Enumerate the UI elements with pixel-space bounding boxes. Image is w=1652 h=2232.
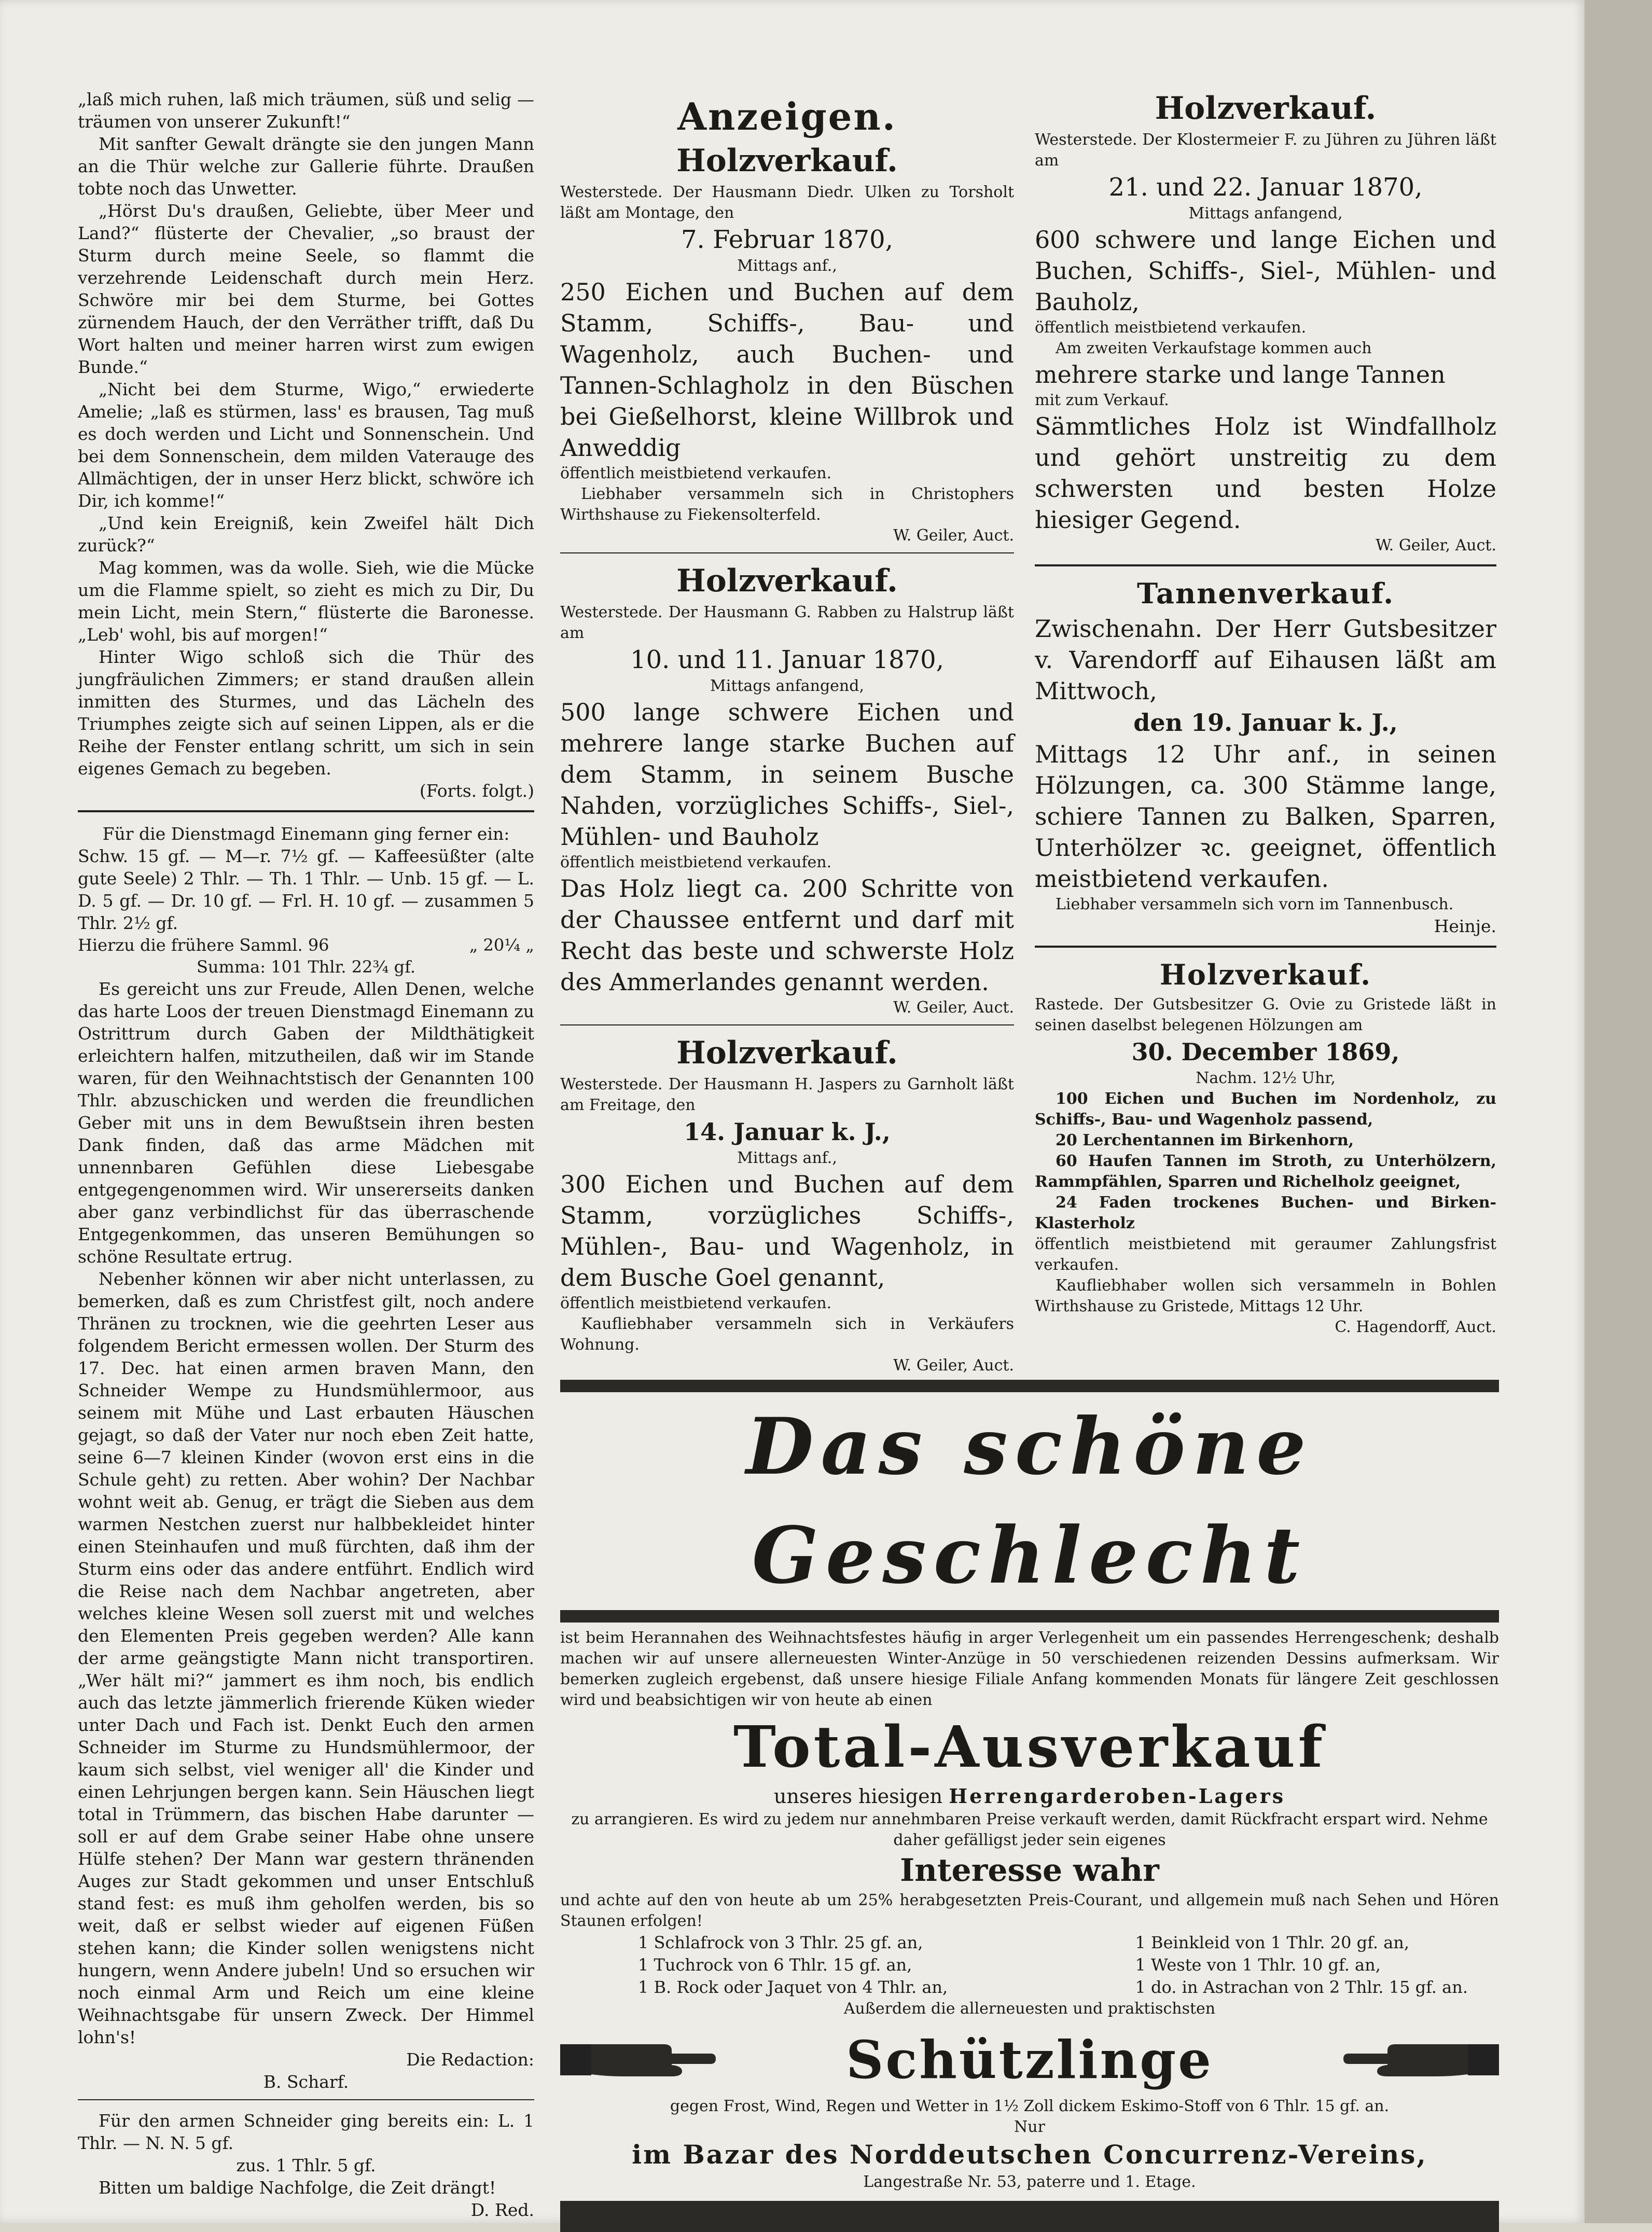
schutzlinge-row bbox=[560, 2029, 1499, 2091]
ad-intro: Rastede. Der Gutsbesitzer G. Ovie zu Gristede läßt in seinen daselbst belegenen Hölzungen am bbox=[1035, 995, 1496, 1034]
ad-sign: Heinje. bbox=[1434, 916, 1496, 936]
schutzlinge-text: gegen Frost, Wind, Regen und Wetter in 1½ Zoll dickem Eskimo-Stoff von 6 Thlr. 15 gf. an. bbox=[670, 2097, 1390, 2115]
divider bbox=[560, 1024, 1014, 1025]
ad-sign: W. Geiler, Auct. bbox=[893, 1356, 1014, 1375]
ad-note-2: mit zum Verkauf. bbox=[1035, 391, 1169, 409]
ad-tannenverkauf bbox=[1035, 577, 1496, 937]
schutzlinge-title: Schützlinge bbox=[846, 2029, 1213, 2090]
ad-meet: Liebhaber versammeln sich in Christophers Wirthshause zu Fiekensolterfeld. bbox=[560, 485, 1014, 524]
ad-meet: Kaufliebhaber wollen sich versammeln in Bohlen Wirthshause zu Gristede, Mittags 12 Uhr. bbox=[1035, 1277, 1496, 1315]
ad-body: Zwischenahn. Der Herr Gutsbesitzer v. Varendorff auf Eihausen läßt am Mittwoch, bbox=[1035, 615, 1496, 705]
price-list bbox=[560, 1932, 1499, 1999]
ad-date: den 19. Januar k. J., bbox=[1133, 709, 1398, 737]
lager-bold: Herrengarderoben-Lagers bbox=[949, 1784, 1286, 1808]
divider bbox=[78, 2099, 534, 2100]
story-paragraph: „Hörst Du's draußen, Geliebte, über Meer und Land?“ flüsterte der Chevalier, „so braust der Sturm durch meine Seele, so flammt die verzehrende Leidenschaft durch mein Herz. Schwöre mir bei dem Sturme, bei Gottes zürnendem Hauch, der den Verräther trifft, daß Du Wort halten und meiner harren wirst zum ewigen Bunde.“ bbox=[78, 201, 534, 377]
tailor-extra: zus. 1 Thlr. 5 gf. bbox=[236, 2155, 376, 2175]
ad-body-2: mehrere starke und lange Tannen bbox=[1035, 361, 1446, 389]
middle-column bbox=[560, 88, 1014, 1376]
banner-title: Das schöne Geschlecht bbox=[746, 1401, 1313, 1601]
ad-time: Nachm. 12½ Uhr, bbox=[1196, 1069, 1336, 1087]
bazar-line: im Bazar des Norddeutschen Concurrenz-Vereins, bbox=[632, 2139, 1427, 2170]
story-paragraph: „Und kein Ereigniß, kein Zweifel hält Dich zurück?“ bbox=[78, 513, 534, 556]
story-continued: (Forts. folgt.) bbox=[419, 781, 534, 801]
lager-line bbox=[560, 1783, 1499, 1809]
arrange-text: zu arrangieren. Es wird zu jedem nur annehmbaren Preise verkauft werden, damit Rückfracht erspart wird. Nehme daher gefälligst jeder sein eigenes bbox=[571, 1810, 1488, 1849]
ad-body: 250 Eichen und Buchen auf dem Stamm, Schiffs-, Bau- und Wagenholz, auch Buchen- und Tannen-Schlagholz in den Büschen bei Gießelhorst, kleine Willbrok und Anweddig bbox=[560, 278, 1014, 462]
ad-item: 24 Faden trockenes Buchen- und Birken-Klasterholz bbox=[1035, 1194, 1496, 1232]
donation-previous-amount: „ 20¼ „ bbox=[469, 935, 534, 955]
ad-time: Mittags anf., bbox=[737, 1149, 837, 1167]
ad-body: 300 Eichen und Buchen auf dem Stamm, vorzügliches Schiffs-, Mühlen-, Bau- und Wagenholz, in dem Busche Goel genannt, bbox=[560, 1170, 1014, 1292]
ad-intro: Westerstede. Der Hausmann H. Jaspers zu Garnholt läßt am Freitage, den bbox=[560, 1075, 1014, 1114]
price-list-right bbox=[1135, 1932, 1468, 1999]
ad-note: öffentlich meistbietend verkaufen. bbox=[560, 464, 832, 482]
ad-title: Holzverkauf. bbox=[1155, 90, 1377, 127]
ad-extra: Am zweiten Verkaufstage kommen auch bbox=[1056, 339, 1372, 357]
right-column bbox=[1035, 88, 1496, 1338]
redaction-name: B. Scharf. bbox=[263, 2072, 349, 2092]
banner-footer-bar bbox=[560, 2201, 1499, 2232]
ad-date: 14. Januar k. J., bbox=[684, 1118, 891, 1146]
ad-body-2: Das Holz liegt ca. 200 Schritte von der Chaussee entfernt und darf mit Recht das beste und schwerste Holz des Ammerlandes genannt werden. bbox=[560, 875, 1014, 996]
ad-time: Mittags anfangend, bbox=[710, 677, 864, 695]
ad-note: öffentlich meistbietend verkaufen. bbox=[560, 1294, 832, 1312]
price-item: 1 do. in Astrachan von 2 Thlr. 15 gf. an. bbox=[1135, 1977, 1468, 1997]
ad-time: Mittags anfangend, bbox=[1188, 204, 1343, 223]
ad-item: 60 Haufen Tannen im Stroth, zu Unterhölzern, Rammpfählen, Sparren und Richelholz geeignet, bbox=[1035, 1152, 1496, 1191]
price-item: 1 Beinkleid von 1 Thlr. 20 gf. an, bbox=[1135, 1933, 1410, 1952]
tailor-plea: Bitten um baldige Nachfolge, die Zeit drängt! bbox=[99, 2178, 496, 2198]
pointing-hand-right-icon bbox=[560, 2029, 716, 2091]
section-title: Anzeigen. bbox=[677, 94, 897, 138]
ad-date: 7. Februar 1870, bbox=[681, 225, 893, 254]
ad-note: öffentlich meistbietend mit geraumer Zahlungsfrist verkaufen. bbox=[1035, 1235, 1496, 1274]
ad-title: Holzverkauf. bbox=[676, 1035, 898, 1071]
ad-intro: Westerstede. Der Klostermeier F. zu Jühren zu Jühren läßt am bbox=[1035, 131, 1496, 170]
story-paragraph: „laß mich ruhen, laß mich träumen, süß und selig — träumen von unserer Zukunft!“ bbox=[78, 89, 534, 132]
ad-note: öffentlich meistbietend verkaufen. bbox=[560, 853, 832, 871]
story-paragraph: Mit sanfter Gewalt drängte sie den jungen Mann an die Thür welche zur Gallerie führte. Draußen tobte noch das Unwetter. bbox=[78, 134, 534, 199]
story-paragraph: Hinter Wigo schloß sich die Thür des jungfräulichen Zimmers; er stand draußen allein inmitten des Sturmes, und das Lächeln des Triumphes zeigte sich auf seinen Lippen, als er die Reihe der Fenster entlang schritt, um sich in sein eigenes Gemach zu begeben. bbox=[78, 647, 534, 779]
ad-sign: W. Geiler, Auct. bbox=[893, 999, 1014, 1017]
ad-holzverkauf-4 bbox=[1035, 90, 1496, 556]
thanks-paragraph: Es gereicht uns zur Freude, Allen Denen, welche das harte Loos der treuen Dienstmagd Einemann zu Ostrittrum durch Gaben der Mildthätigkeit erleichtern halfen, mitzutheilen, daß wir im Stande waren, für den Weihnachtstisch der Genannten 100 Thlr. abzuschicken und werden die freundlichen Geber mit uns in dem Bewußtsein ihren besten Dank finden, daß das arme Mädchen mit unnennbaren Gefühlen diese Liebesgabe entgegengenommen wird. Wir unsererseits danken aber ganz verbindlichst für das überraschende Entgegenkommen, das unseren Bemühungen so schöne Resultate ertrug. bbox=[78, 979, 534, 1267]
pointing-hand-left-icon bbox=[1343, 2029, 1499, 2091]
ad-item: 20 Lerchentannen im Birkenhorn, bbox=[1056, 1131, 1354, 1149]
banner-top-bar bbox=[560, 1380, 1499, 1392]
story-paragraph: Mag kommen, was da wolle. Sieh, wie die Mücke um die Flamme spielt, so zieht es mich zu Dir, Du mein Licht, mein Stern,“ flüsterte die Baronesse. „Leb' wohl, bis auf morgen!“ bbox=[78, 558, 534, 645]
ad-sign: W. Geiler, Auct. bbox=[1376, 536, 1496, 554]
ad-sign: W. Geiler, Auct. bbox=[893, 526, 1014, 545]
price-item: 1 Tuchrock von 6 Thlr. 15 gf. an, bbox=[638, 1955, 912, 1975]
story bbox=[78, 88, 534, 802]
donation-previous bbox=[78, 934, 534, 956]
ad-date: 21. und 22. Januar 1870, bbox=[1108, 173, 1423, 202]
ad-meet: Liebhaber versammeln sich vorn im Tannenbusch. bbox=[1056, 895, 1454, 913]
ad-title: Holzverkauf. bbox=[1159, 958, 1372, 991]
ad-body: 500 lange schwere Eichen und mehrere lange starke Buchen auf dem Stamm, in seinem Busche Nahden, vorzügliches Schiffs-, Siel-, Mühlen- und Bauholz bbox=[560, 698, 1014, 851]
redaction-label: Die Redaction: bbox=[406, 2049, 534, 2070]
lager-pre: unseres hiesigen bbox=[773, 1785, 943, 1808]
price-item: 1 Weste von 1 Thlr. 10 gf. an, bbox=[1135, 1955, 1381, 1975]
ad-holzverkauf-1 bbox=[560, 143, 1014, 546]
ad-sign: C. Hagendorff, Auct. bbox=[1335, 1318, 1496, 1336]
divider bbox=[78, 810, 534, 812]
ad-body: 600 schwere und lange Eichen und Buchen, Schiffs-, Siel-, Mühlen- und Bauholz, bbox=[1035, 226, 1496, 316]
banner-intro: ist beim Herannahen des Weihnachtsfestes häufig in arger Verlegenheit um ein passendes Herrengeschenk; deshalb machen wir auf unsere allerneuesten Winter-Anzüge in 50 verschiedenen reizenden Dessins aufmerksam. Wir bemerken zugleich ergebenst, daß unsere hiesige Filiale Anfang kommenden Monats für längere Zeit geschlossen wird und beabsichtigen wir von heute ab einen bbox=[560, 1629, 1499, 1709]
price-list-left bbox=[638, 1932, 948, 1999]
tailor-paragraph: Nebenher können wir aber nicht unterlassen, zu bemerken, daß es zum Christfest gilt, noch andere Thränen zu trocknen, wie die geehrten Leser aus folgendem Bericht ermessen wollen. Der Sturm des 17. Dec. hat einen armen braven Mann, den Schneider Wempe zu Hundsmühlermoor, aus seinem mit Mühe und Last erbauten Häuschen gejagt, so daß der Vater nur noch eben Zeit hatte, seine 6—7 kleinen Kinder (wovon erst eins in die Schule geht) zu retten. Aber wohin? Der Nachbar wohnt weit ab. Genug, er trägt die Sieben aus dem warmen Nestchen zuerst nur halbbekleidet hinter einen Steinhaufen und muß fürchten, daß ihm der Sturm eins oder das andere entführt. Endlich wird die Reise nach dem Nachbar angetreten, aber welches kleine Wesen soll zuerst mit und welches den Elementen Preis gegeben werden? Alle kann der arme geängstigte Mann nicht transportiren. „Wer hält mi?“ jammert es ihm noch, bis endlich auch das letzte jämmerlich frierende Küken wieder unter Dach und Fach ist. Denkt Euch den armen Schneider im Sturme zu Hundsmühlermoor, der kaum sich selbst, viel weniger all' die Kinder und einen Lehrjungen bergen kann. Sein Häuschen liegt total in Trümmern, das bischen Habe darunter — soll er auf dem Grabe seiner Habe ohne unsere Hülfe stehen? Der Mann war gestern thränenden Auges zur Stadt gekommen und unser Entschluß stand fest: es muß ihm geholfen werden, bis so weit, daß er selbst wieder auf eigenen Füßen stehen kann; die Kinder sollen wenigstens nicht hungern, wenn Andere jubeln! Und so ersuchen wir noch einmal Arm und Reich um eine kleine Weihnachtsgabe für unsern Zweck. Der Himmel lohn's! bbox=[78, 1269, 534, 2047]
ad-holzverkauf-3 bbox=[560, 1035, 1014, 1376]
ad-title: Holzverkauf. bbox=[676, 563, 898, 599]
ausserdem-text: Außerdem die allerneuesten und praktischsten bbox=[843, 2000, 1216, 2018]
concurrenz-verein-ad bbox=[560, 1380, 1499, 2232]
divider bbox=[1035, 564, 1496, 566]
ad-holzverkauf-2 bbox=[560, 563, 1014, 1018]
price-item: 1 B. Rock oder Jaquet von 4 Thlr. an, bbox=[638, 1977, 948, 1997]
heute-text: und achte auf den von heute ab um 25% herabgesetzten Preis-Courant, und allgemein muß nach Sehen und Hören Staunen erfolgen! bbox=[560, 1891, 1499, 1930]
tailor-intro: Für den armen Schneider ging bereits ein: L. 1 Thlr. — N. N. 5 gf. bbox=[78, 2111, 534, 2153]
divider bbox=[560, 552, 1014, 553]
nur-text: Nur bbox=[1014, 2118, 1045, 2136]
ad-holzverkauf-5 bbox=[1035, 958, 1496, 1338]
ad-item: 100 Eichen und Buchen im Nordenholz, zu Schiffs-, Bau- und Wagenholz passend, bbox=[1035, 1090, 1496, 1129]
banner-bottom-bar bbox=[560, 1610, 1499, 1623]
ad-title: Tannenverkauf. bbox=[1136, 577, 1395, 610]
ad-body-3: Sämmtliches Holz ist Windfallholz und gehört unstreitig zu dem schwersten und besten Holze hiesiger Gegend. bbox=[1035, 412, 1496, 534]
ad-body-2: Mittags 12 Uhr anf., in seinen Hölzungen, ca. 300 Stämme lange, schiere Tannen zu Balken, Sparren, Unterhölzer ꝛc. geeignet, öffentlich meistbietend verkaufen. bbox=[1035, 740, 1496, 893]
ad-note: öffentlich meistbietend verkaufen. bbox=[1035, 318, 1307, 337]
ad-date: 30. December 1869, bbox=[1131, 1038, 1400, 1066]
donation-lines: Schw. 15 gf. — M—r. 7½ gf. — Kaffeesüßter (alte gute Seele) 2 Thlr. — Th. 1 Thlr. — Unb. 15 gf. — L. D. 5 gf. — Dr. 10 gf. — Frl. H. 10 gf. — zusammen 5 Thlr. 2½ gf. bbox=[78, 846, 534, 933]
ad-intro: Westerstede. Der Hausmann Diedr. Ulken zu Torsholt läßt am Montage, den bbox=[560, 183, 1014, 222]
donation-previous-label: Hierzu die frühere Samml. 96 bbox=[78, 935, 329, 955]
ad-date: 10. und 11. Januar 1870, bbox=[630, 645, 944, 674]
price-item: 1 Schlafrock von 3 Thlr. 25 gf. an, bbox=[638, 1933, 923, 1952]
donation-sum: Summa: 101 Thlr. 22¾ gf. bbox=[196, 957, 416, 977]
tailor-sign: D. Red. bbox=[470, 2200, 534, 2220]
ad-intro: Westerstede. Der Hausmann G. Rabben zu Halstrup läßt am bbox=[560, 603, 1014, 642]
page-edge bbox=[1585, 0, 1652, 2223]
donation-intro: Für die Dienstmagd Einemann ging ferner ein: bbox=[102, 824, 510, 844]
address-line: Langestraße Nr. 53, paterre und 1. Etage. bbox=[863, 2173, 1196, 2191]
divider bbox=[1035, 946, 1496, 948]
ad-title: Holzverkauf. bbox=[676, 143, 898, 179]
interesse-heading: Interesse wahr bbox=[900, 1852, 1159, 1889]
donation-list bbox=[78, 823, 534, 978]
ad-time: Mittags anf., bbox=[737, 257, 837, 275]
total-ausverkauf: Total-Ausverkauf bbox=[733, 1713, 1326, 1780]
left-column bbox=[78, 88, 534, 2221]
ad-meet: Kaufliebhaber versammeln sich in Verkäufers Wohnung. bbox=[560, 1315, 1014, 1354]
story-paragraph: „Nicht bei dem Sturme, Wigo,“ erwiederte Amelie; „laß es stürmen, lass' es brausen, Tag muß es doch werden und Licht und Sonnenschein. Und bei dem Sonnenschein, dem milden Vaterauge des Allmächtigen, der in unser Herz blickt, schwöre ich Dir, ich komme!“ bbox=[78, 379, 534, 511]
